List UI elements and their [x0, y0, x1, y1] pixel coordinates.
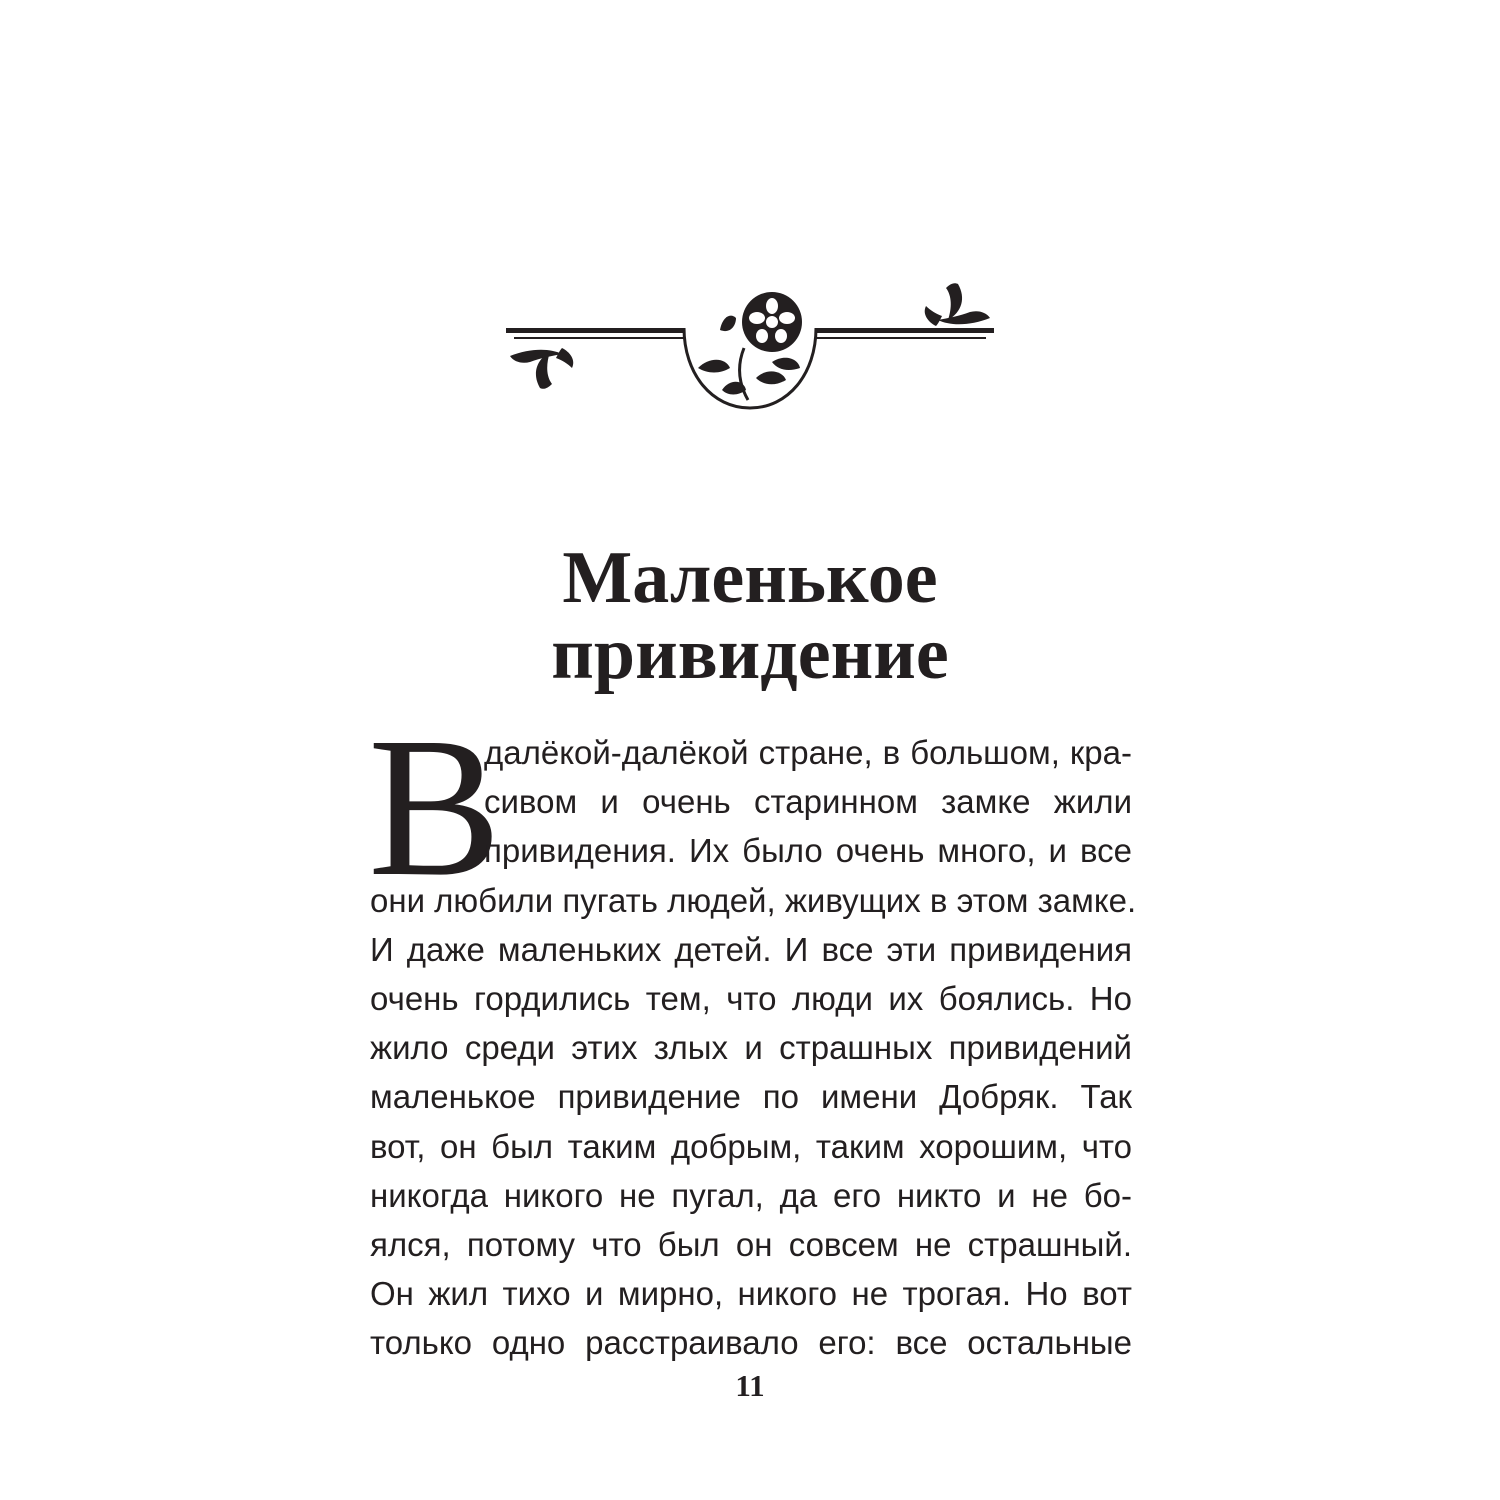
text-line: жило среди этих злых и страшных привидений — [370, 1029, 1132, 1067]
text-line: далёкой-далёкой стране, в большом, кра- — [484, 734, 1132, 771]
text-line: очень гордились тем, что люди их боялись. Но — [370, 979, 1132, 1017]
chapter-title-line-1: Маленькое — [562, 537, 938, 619]
text-line: никогда никого не пугал, да его никто и не бо- — [370, 1176, 1132, 1214]
text-line: привидения. Их было очень много, и все — [484, 832, 1132, 870]
text-line: они любили пугать людей, живущих в этом замке. — [370, 881, 1137, 919]
chapter-title — [300, 537, 1200, 695]
page-number: 11 — [735, 1368, 765, 1403]
text-line: Он жил тихо и мирно, никого не трогая. Но вот — [370, 1275, 1132, 1313]
text-line: И даже маленьких детей. И все эти привидения — [370, 930, 1132, 968]
text-line: только одно расстраивало его: все остальные — [370, 1324, 1132, 1362]
body-paragraph — [370, 728, 1137, 1367]
chapter-title-line-2: привидение — [551, 613, 949, 695]
drop-cap: В — [368, 697, 502, 918]
floral-divider-icon — [500, 278, 1000, 412]
text-line: сивом и очень старинном замке жили — [484, 783, 1132, 821]
text-line: маленькое привидение по имени Добряк. Так — [370, 1078, 1132, 1116]
text-line: ялся, потому что был он совсем не страшный. — [370, 1225, 1132, 1263]
text-line: вот, он был таким добрым, таким хорошим, что — [370, 1127, 1132, 1165]
